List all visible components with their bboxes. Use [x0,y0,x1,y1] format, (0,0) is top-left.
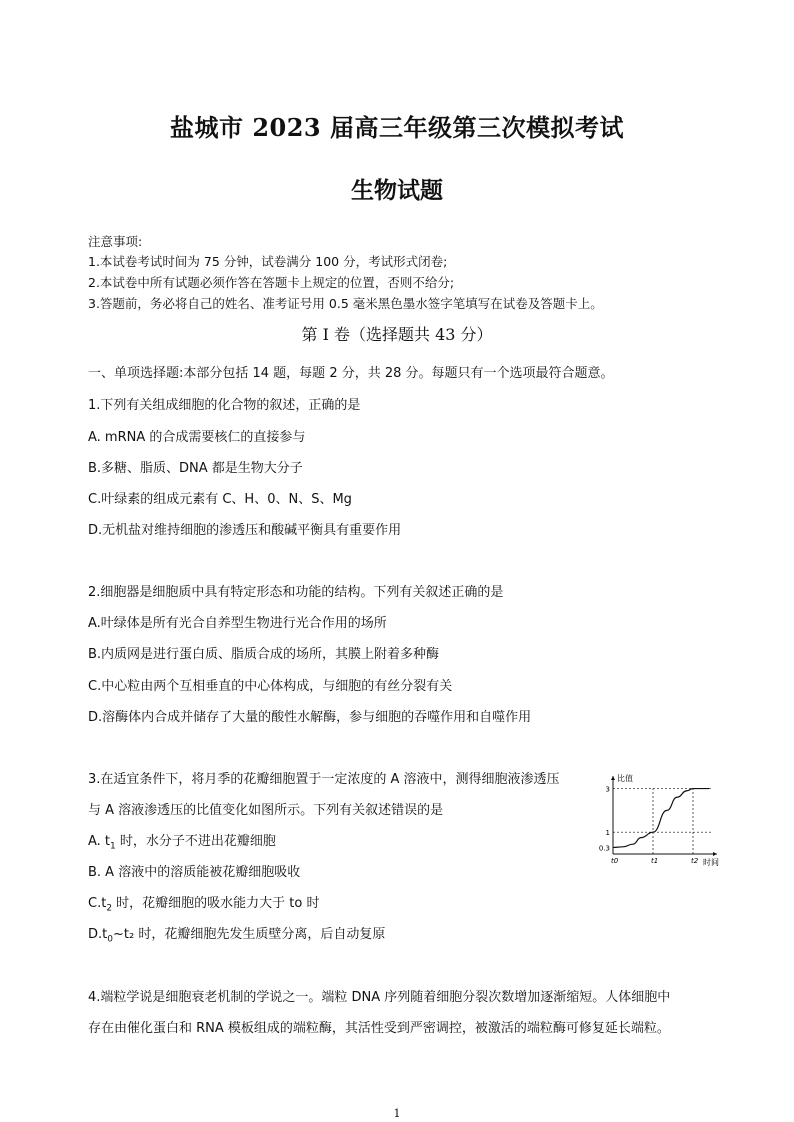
question-1-option-d: D.无机盐对维持细胞的渗透压和酸碱平衡具有重要作用 [88,523,402,538]
question-2-option-d: D.溶酶体内合成并储存了大量的酸性水解酶，参与细胞的吞噬作用和自噬作用 [88,710,532,725]
question-2-option-b: B.内质网是进行蛋白质、脂质合成的场所，其膜上附着多种酶 [88,647,440,662]
y-tick-label: 1 [605,829,610,838]
y-tick-label: 3 [605,785,610,794]
question-1-option-c: C.叶绿素的组成元素有 C、H、0、N、S、Mg [88,492,352,507]
question-3-option-a: A. $t_1$ 时，水分子不进出花瓣细胞 [88,834,276,852]
notice-heading: 注意事项: [88,234,143,249]
x-tick-label: t2 [691,857,699,865]
exam-subtitle: 生物试题 [351,177,443,204]
question-3-option-d: $D.t_0\sim t_2$ 时，花瓣细胞先发生质壁分离，后自动复原 [88,927,386,945]
notice-item-1: 1.本试卷考试时间为 75 分钟，试卷满分 100 分，考试形式闭卷; [88,254,448,269]
question-3-stem-line-1: 3.在适宜条件下，将月季的花瓣细胞置于一定浓度的 A 溶液中，测得细胞液渗透压 [88,772,560,787]
question-3-option-b: B. A 溶液中的溶质能被花瓣细胞吸收 [88,865,301,880]
y-tick-label: 0.3 [598,844,610,853]
question-4-line-1: 4.端粒学说是细胞衰老机制的学说之一。端粒 DNA 序列随着细胞分裂次数增加逐渐缩短。人体细胞中 [88,990,671,1005]
question-1-option-b: B.多糖、脂质、DNA 都是生物大分子 [88,461,303,476]
section-title: 第 I 卷（选择题共 43 分） [301,325,493,344]
notice-item-2: 2.本试卷中所有试题必须作答在答题卡上规定的位置，否则不给分; [88,275,455,290]
question-2-stem: 2.细胞器是细胞质中具有特定形态和功能的结构。下列有关叙述正确的是 [88,585,504,600]
ratio-curve [613,789,709,848]
x-tick-label: t1 [651,857,659,865]
part-intro: 一、单项选择题:本部分包括 14 题，每题 2 分，共 28 分。每题只有一个选项最符合题意。 [88,366,614,381]
exam-title: 盐城市 2023 届高三年级第三次模拟考试 [169,113,624,142]
y-axis-label: 比值 [617,774,633,783]
x-tick-label: t0 [611,857,619,865]
x-axis-arrow [713,852,717,856]
question-3-option-c: $C.t_2$ 时，花瓣细胞的吸水能力大于 to 时 [88,896,320,914]
page-number: 1 [393,1107,401,1120]
question-1-option-a: A. mRNA 的合成需要核仁的直接参与 [88,430,306,445]
question-2-option-a: A.叶绿体是所有光合自养型生物进行光合作用的场所 [88,616,387,631]
y-axis-arrow [611,776,615,780]
ratio-chart [593,770,723,870]
notice-item-3: 3.答题前，务必将自己的姓名、准考证号用 0.5 毫米黑色墨水签字笔填写在试卷及答题卡上。 [88,296,603,311]
question-3-stem-line-2: 与 A 溶液渗透压的比值变化如图所示。下列有关叙述错误的是 [88,803,444,818]
x-axis-label: 时间 [703,858,719,867]
question-1-stem: 1.下列有关组成细胞的化合物的叙述，正确的是 [88,398,361,413]
question-4-line-2: 存在由催化蛋白和 RNA 模板组成的端粒酶，其活性受到严密调控，被激活的端粒酶可修复延长端粒。 [88,1021,670,1036]
ratio-chart-svg [593,770,723,870]
question-2-option-c: C.中心粒由两个互相垂直的中心体构成，与细胞的有丝分裂有关 [88,679,453,694]
